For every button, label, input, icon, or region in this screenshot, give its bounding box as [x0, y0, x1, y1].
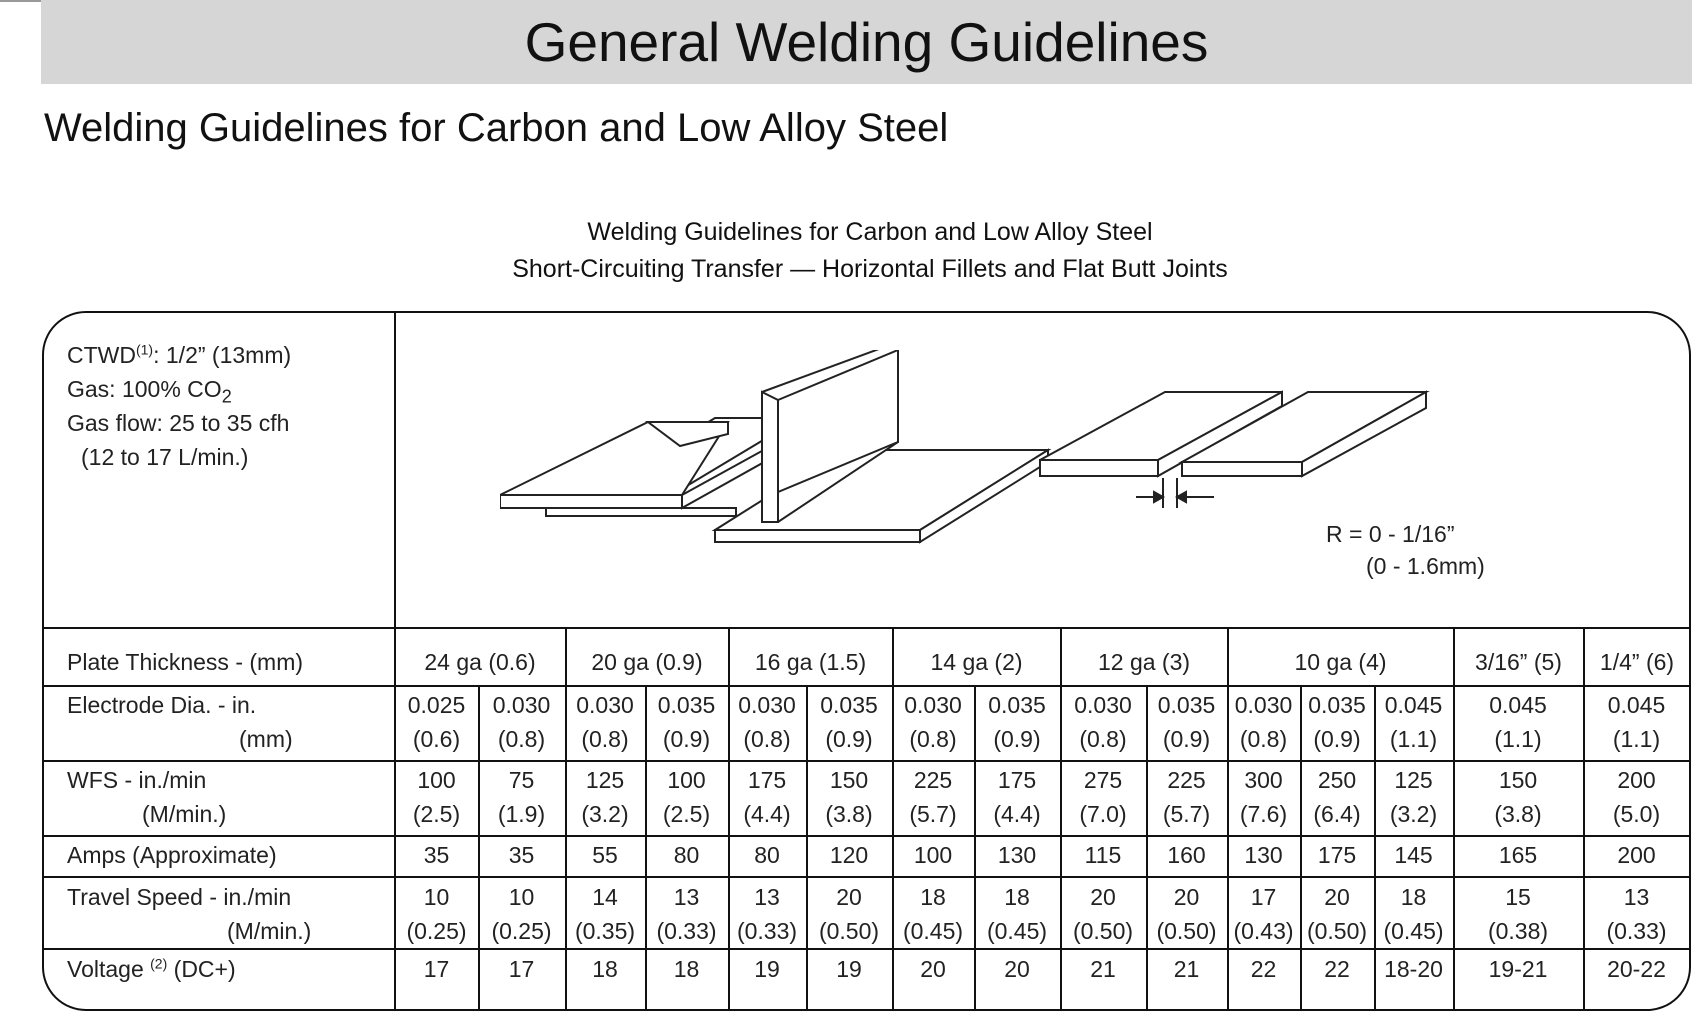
- travel-speed-cell: 18 (0.45): [986, 884, 1048, 944]
- table-title-line1: Welding Guidelines for Carbon and Low Alloy Steel: [587, 218, 1153, 246]
- travel-speed-cell: 20 (0.50): [1072, 884, 1134, 944]
- ctwd-line: CTWD$^{(1)}$: 1/2” (13mm): [67, 341, 292, 368]
- voltage-cell: 18-20: [1384, 956, 1443, 982]
- voltage-cell: 19: [836, 956, 862, 982]
- title-banner: [41, 0, 1692, 84]
- gas-line: Gas: 100% $CO_2$: [67, 376, 232, 407]
- wfs-cell: 300 (7.6): [1239, 767, 1288, 827]
- diagram-bottom-divider: [43, 627, 1690, 629]
- root-gap-label: R = 0 - 1/16” (0 - 1.6mm): [1326, 521, 1485, 579]
- voltage-cell: 21: [1090, 956, 1116, 982]
- travel-speed-cell: 13 (0.33): [656, 884, 717, 944]
- wfs-cell: 100 (2.5): [662, 767, 711, 827]
- amps-cell: 80: [673, 842, 700, 868]
- voltage-cell: 17: [508, 956, 535, 982]
- wfs-cell: 175 (4.4): [993, 767, 1041, 827]
- electrode-cell: 0.045 (1.1): [1607, 692, 1666, 752]
- row-label-amps: Amps (Approximate): [67, 842, 277, 868]
- amps-cell: 100: [913, 842, 953, 868]
- row-label-voltage: Voltage $^{(2)}$ (DC+): [67, 955, 236, 982]
- travel-speed-cell: 10 (0.25): [491, 884, 552, 944]
- electrode-cell: 0.030 (0.8): [904, 692, 962, 752]
- electrode-cell: 0.025 (0.6): [407, 692, 466, 752]
- voltage-cell: 20: [920, 956, 946, 982]
- voltage-cell: 20: [1004, 956, 1030, 982]
- amps-cell: 130: [1244, 842, 1283, 868]
- row-divider-wfs: [43, 835, 1690, 837]
- amps-cell: 165: [1498, 842, 1538, 868]
- plate-header: 16 ga (1.5): [754, 649, 867, 675]
- welding-settings-info: [67, 338, 291, 474]
- row-label-wfs: WFS - in./min (M/min.): [67, 767, 227, 827]
- electrode-cell: 0.035 (0.9): [820, 692, 878, 752]
- wfs-cell: 275 (7.0): [1079, 767, 1127, 827]
- amps-cell: 145: [1394, 842, 1433, 868]
- electrode-cell: 0.045 (1.1): [1384, 692, 1443, 752]
- row-divider-electrode: [43, 760, 1690, 762]
- voltage-cell: 19-21: [1488, 956, 1548, 982]
- amps-cell: 80: [754, 842, 780, 868]
- wfs-cell: 125 (3.2): [581, 767, 629, 827]
- row-divider-travel: [43, 948, 1690, 950]
- row-label-electrode: Electrode Dia. - in. (mm): [67, 692, 293, 752]
- plate-header: 3/16” (5): [1475, 649, 1562, 675]
- wfs-cell: 200 (5.0): [1612, 767, 1661, 827]
- electrode-cell: 0.030 (0.8): [1074, 692, 1132, 752]
- electrode-cell: 0.035 (0.9): [1157, 692, 1216, 752]
- travel-speed-cell: 13 (0.33): [1606, 884, 1667, 944]
- plate-header: 20 ga (0.9): [591, 649, 703, 675]
- amps-cell: 200: [1617, 842, 1656, 868]
- tee-joint-drawing: [715, 350, 1048, 542]
- travel-speed-cell: 13 (0.33): [736, 884, 798, 944]
- wfs-cell: 250 (6.4): [1313, 767, 1361, 827]
- row-label-travel-speed: Travel Speed - in./min (M/min.): [67, 884, 312, 944]
- voltage-cell: 22: [1324, 956, 1350, 982]
- electrode-cell: 0.035 (0.9): [988, 692, 1046, 752]
- table-title-line2: Short-Circuiting Transfer — Horizontal Fillets and Flat Butt Joints: [512, 255, 1228, 283]
- wfs-cell: 225 (5.7): [909, 767, 957, 827]
- row-divider-plate: [43, 685, 1690, 687]
- electrode-cell: 0.030 (0.8): [1234, 692, 1293, 752]
- amps-cell: 175: [1317, 842, 1357, 868]
- travel-speed-cell: 20 (0.50): [1306, 884, 1368, 944]
- travel-speed-cell: 20 (0.50): [818, 884, 880, 944]
- row-label-plate-thickness: Plate Thickness - (mm): [67, 649, 304, 675]
- travel-speed-cell: 14 (0.35): [574, 884, 636, 944]
- plate-header: 10 ga (4): [1294, 649, 1387, 675]
- electrode-cell: 0.045 (1.1): [1489, 692, 1547, 752]
- voltage-cell: 17: [423, 956, 450, 982]
- amps-cell: 120: [829, 842, 869, 868]
- lap-joint-drawing: [500, 418, 800, 516]
- wfs-cell: 125 (3.2): [1389, 767, 1438, 827]
- voltage-cell: 18: [592, 956, 618, 982]
- travel-speed-cell: 17 (0.43): [1233, 884, 1294, 944]
- travel-speed-cell: 18 (0.45): [902, 884, 964, 944]
- electrode-cell: 0.030 (0.8): [576, 692, 634, 752]
- plate-header: 12 ga (3): [1097, 649, 1191, 675]
- wfs-cell: 225 (5.7): [1162, 767, 1211, 827]
- gas-flow-metric-line: (12 to 17 L/min.): [81, 444, 249, 470]
- plate-header: 14 ga (2): [930, 649, 1023, 675]
- butt-joint-drawing: [1040, 392, 1426, 476]
- electrode-cell: 0.035 (0.9): [657, 692, 716, 752]
- electrode-cell: 0.030 (0.8): [738, 692, 796, 752]
- page-title: General Welding Guidelines: [524, 11, 1209, 73]
- root-gap-arrows: [1136, 478, 1214, 508]
- plate-header: 1/4” (6): [1599, 649, 1675, 675]
- amps-cell: 115: [1084, 842, 1122, 868]
- plate-header: 24 ga (0.6): [424, 649, 536, 675]
- wfs-cell: 150 (3.8): [1494, 767, 1542, 827]
- electrode-cell: 0.035 (0.9): [1308, 692, 1366, 752]
- wfs-cell: 75 (1.9): [497, 767, 546, 827]
- electrode-cell: 0.030 (0.8): [492, 692, 551, 752]
- travel-speed-cell: 10 (0.25): [406, 884, 467, 944]
- travel-speed-cell: 15 (0.38): [1487, 884, 1549, 944]
- row-divider-amps: [43, 876, 1690, 878]
- section-subtitle: Welding Guidelines for Carbon and Low Alloy Steel: [44, 106, 949, 150]
- wfs-cell: 100 (2.5): [412, 767, 461, 827]
- amps-cell: 130: [997, 842, 1037, 868]
- voltage-cell: 19: [754, 956, 780, 982]
- amps-cell: 55: [592, 842, 618, 868]
- wfs-cell: 150 (3.8): [825, 767, 873, 827]
- amps-cell: 35: [423, 842, 450, 868]
- voltage-cell: 18: [673, 956, 700, 982]
- gas-flow-line: Gas flow: 25 to 35 cfh: [67, 410, 290, 436]
- travel-speed-cell: 18 (0.45): [1383, 884, 1444, 944]
- amps-cell: 160: [1167, 842, 1206, 868]
- voltage-cell: 22: [1250, 956, 1277, 982]
- voltage-cell: 20-22: [1607, 956, 1666, 982]
- voltage-cell: 21: [1173, 956, 1200, 982]
- wfs-cell: 175 (4.4): [743, 767, 791, 827]
- travel-speed-cell: 20 (0.50): [1156, 884, 1217, 944]
- amps-cell: 35: [508, 842, 535, 868]
